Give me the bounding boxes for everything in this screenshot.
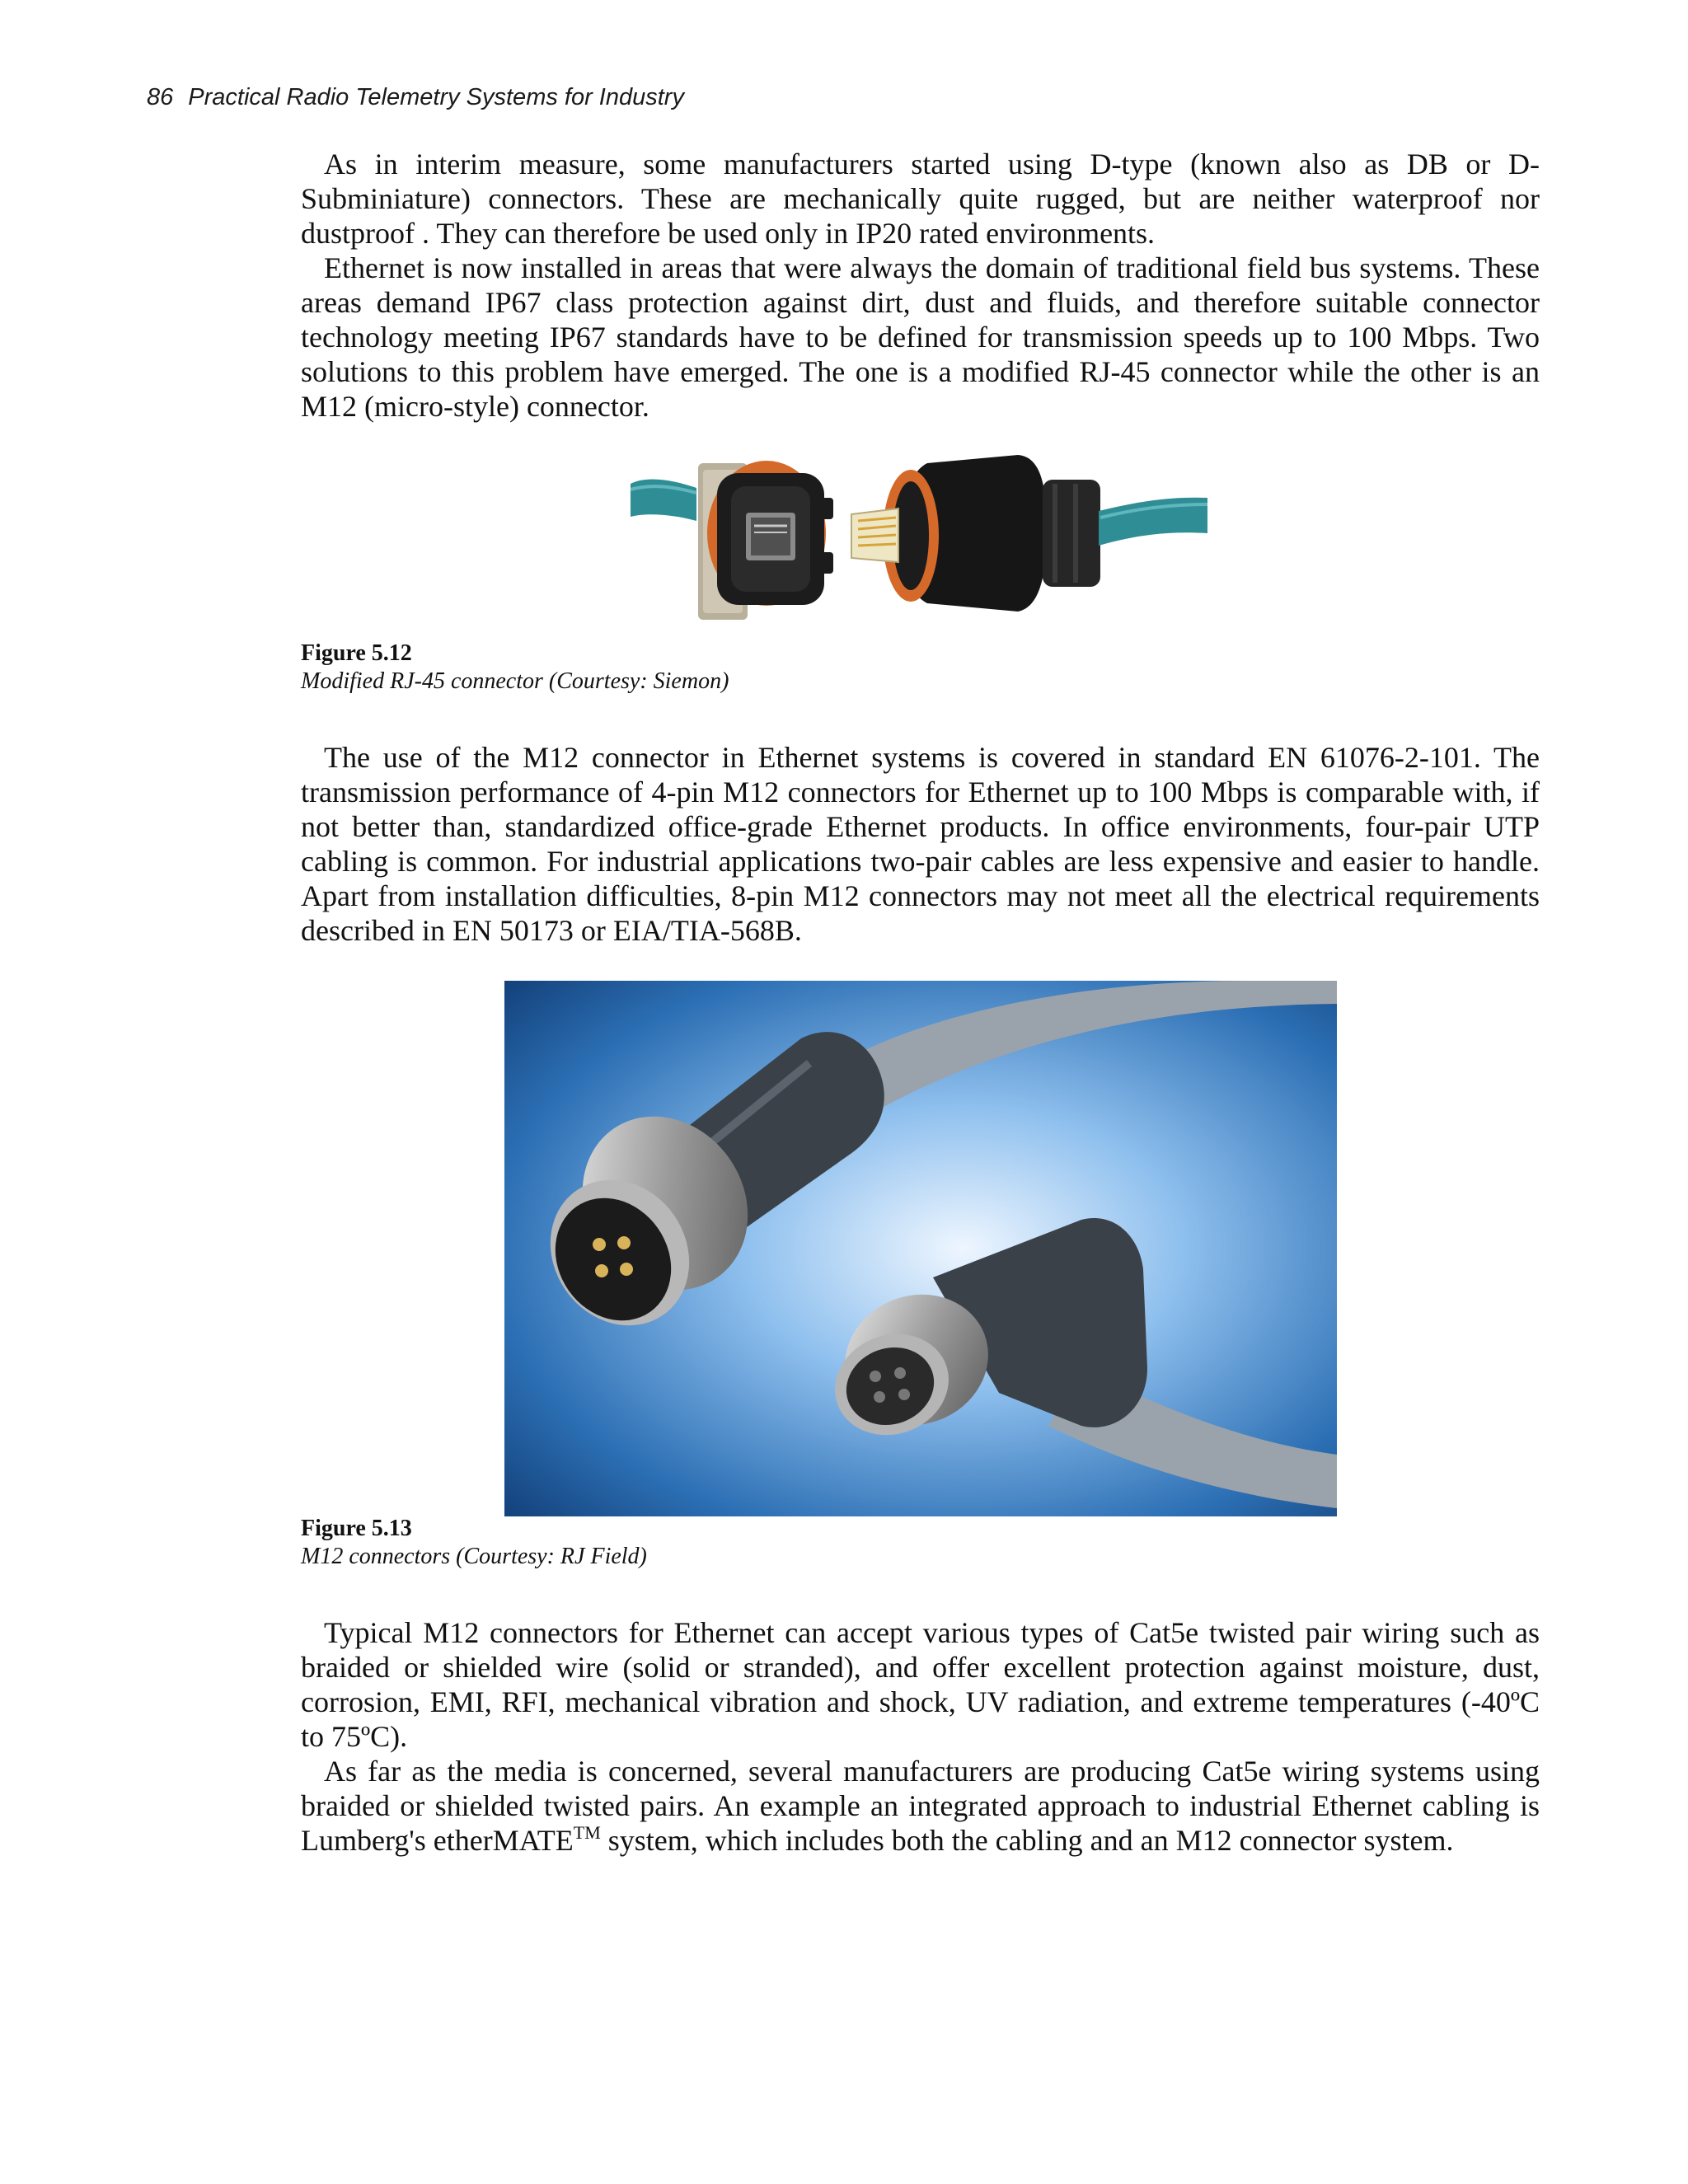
page-number: 86: [147, 84, 174, 110]
intro-text-block: [301, 147, 1540, 424]
paragraph-ip67: Ethernet is now installed in areas that were always the domain of traditional field bus systems. These areas demand IP67 class protection against dirt, dust and fluids, and therefore suitable connector technology meeting IP67 standards have to be defined for transmission speeds up to 100 Mbps. Two solutions to this problem have emerged. The one is a modified RJ-45 connector while the other is an M12 (micro-style) connector.: [301, 251, 1540, 423]
running-header: [147, 84, 684, 111]
m12-text-block: [301, 740, 1540, 948]
figure-5-12-caption: [301, 640, 1540, 696]
m12-connectors-photo: [504, 981, 1337, 1516]
ethermate-text-end: system, which includes both the cabling and an M12 connector system.: [600, 1824, 1454, 1857]
ethermate-text-start: As far as the media is concerned, several manufacturers are producing Cat5e wiring systems using braided or shielded twisted pairs. An example an integrated approach to industrial Ethernet cabling is Lumberg's etherMATE: [301, 1755, 1540, 1857]
rj45-connector-photo: [631, 438, 1207, 628]
figure-5-13-caption-text: M12 connectors (Courtesy: RJ Field): [301, 1544, 647, 1569]
trademark-superscript: TM: [573, 1822, 601, 1843]
cabling-text-block: [301, 1615, 1540, 1858]
figure-5-12-label: Figure 5.12: [301, 640, 412, 666]
book-title: Practical Radio Telemetry Systems for Industry: [188, 84, 684, 110]
paragraph-d-type: As in interim measure, some manufacturers started using D-type (known also as DB or D-Subminiature) connectors. These are mechanically quite rugged, but are neither waterproof nor dustproof . They can therefore be used only in IP20 rated environments.: [301, 148, 1540, 250]
paragraph-cat5e-wiring: Typical M12 connectors for Ethernet can accept various types of Cat5e twisted pair wiring such as braided or shielded wire (solid or stranded), and offer excellent protection against moisture, dust, corrosion, EMI, RFI, mechanical vibration and shock, UV radiation, and extreme temperatures (-40ºC to 75ºC).: [301, 1616, 1540, 1753]
figure-5-13-caption: [301, 1515, 1540, 1571]
paragraph-m12-standard: The use of the M12 connector in Ethernet systems is covered in standard EN 61076-2-101. The transmission performance of 4-pin M12 connectors for Ethernet up to 100 Mbps is comparable with, if not better than, standardized office-grade Ethernet products. In office environments, four-pair UTP cabling is common. For industrial applications two-pair cables are less expensive and easier to handle. Apart from installation difficulties, 8-pin M12 connectors may not meet all the electrical requirements described in EN 50173 or EIA/TIA-568B.: [301, 741, 1540, 947]
figure-5-12-caption-text: Modified RJ-45 connector (Courtesy: Siemon): [301, 668, 729, 694]
paragraph-ethermate: [301, 1754, 1540, 1858]
figure-5-13-label: Figure 5.13: [301, 1516, 412, 1541]
